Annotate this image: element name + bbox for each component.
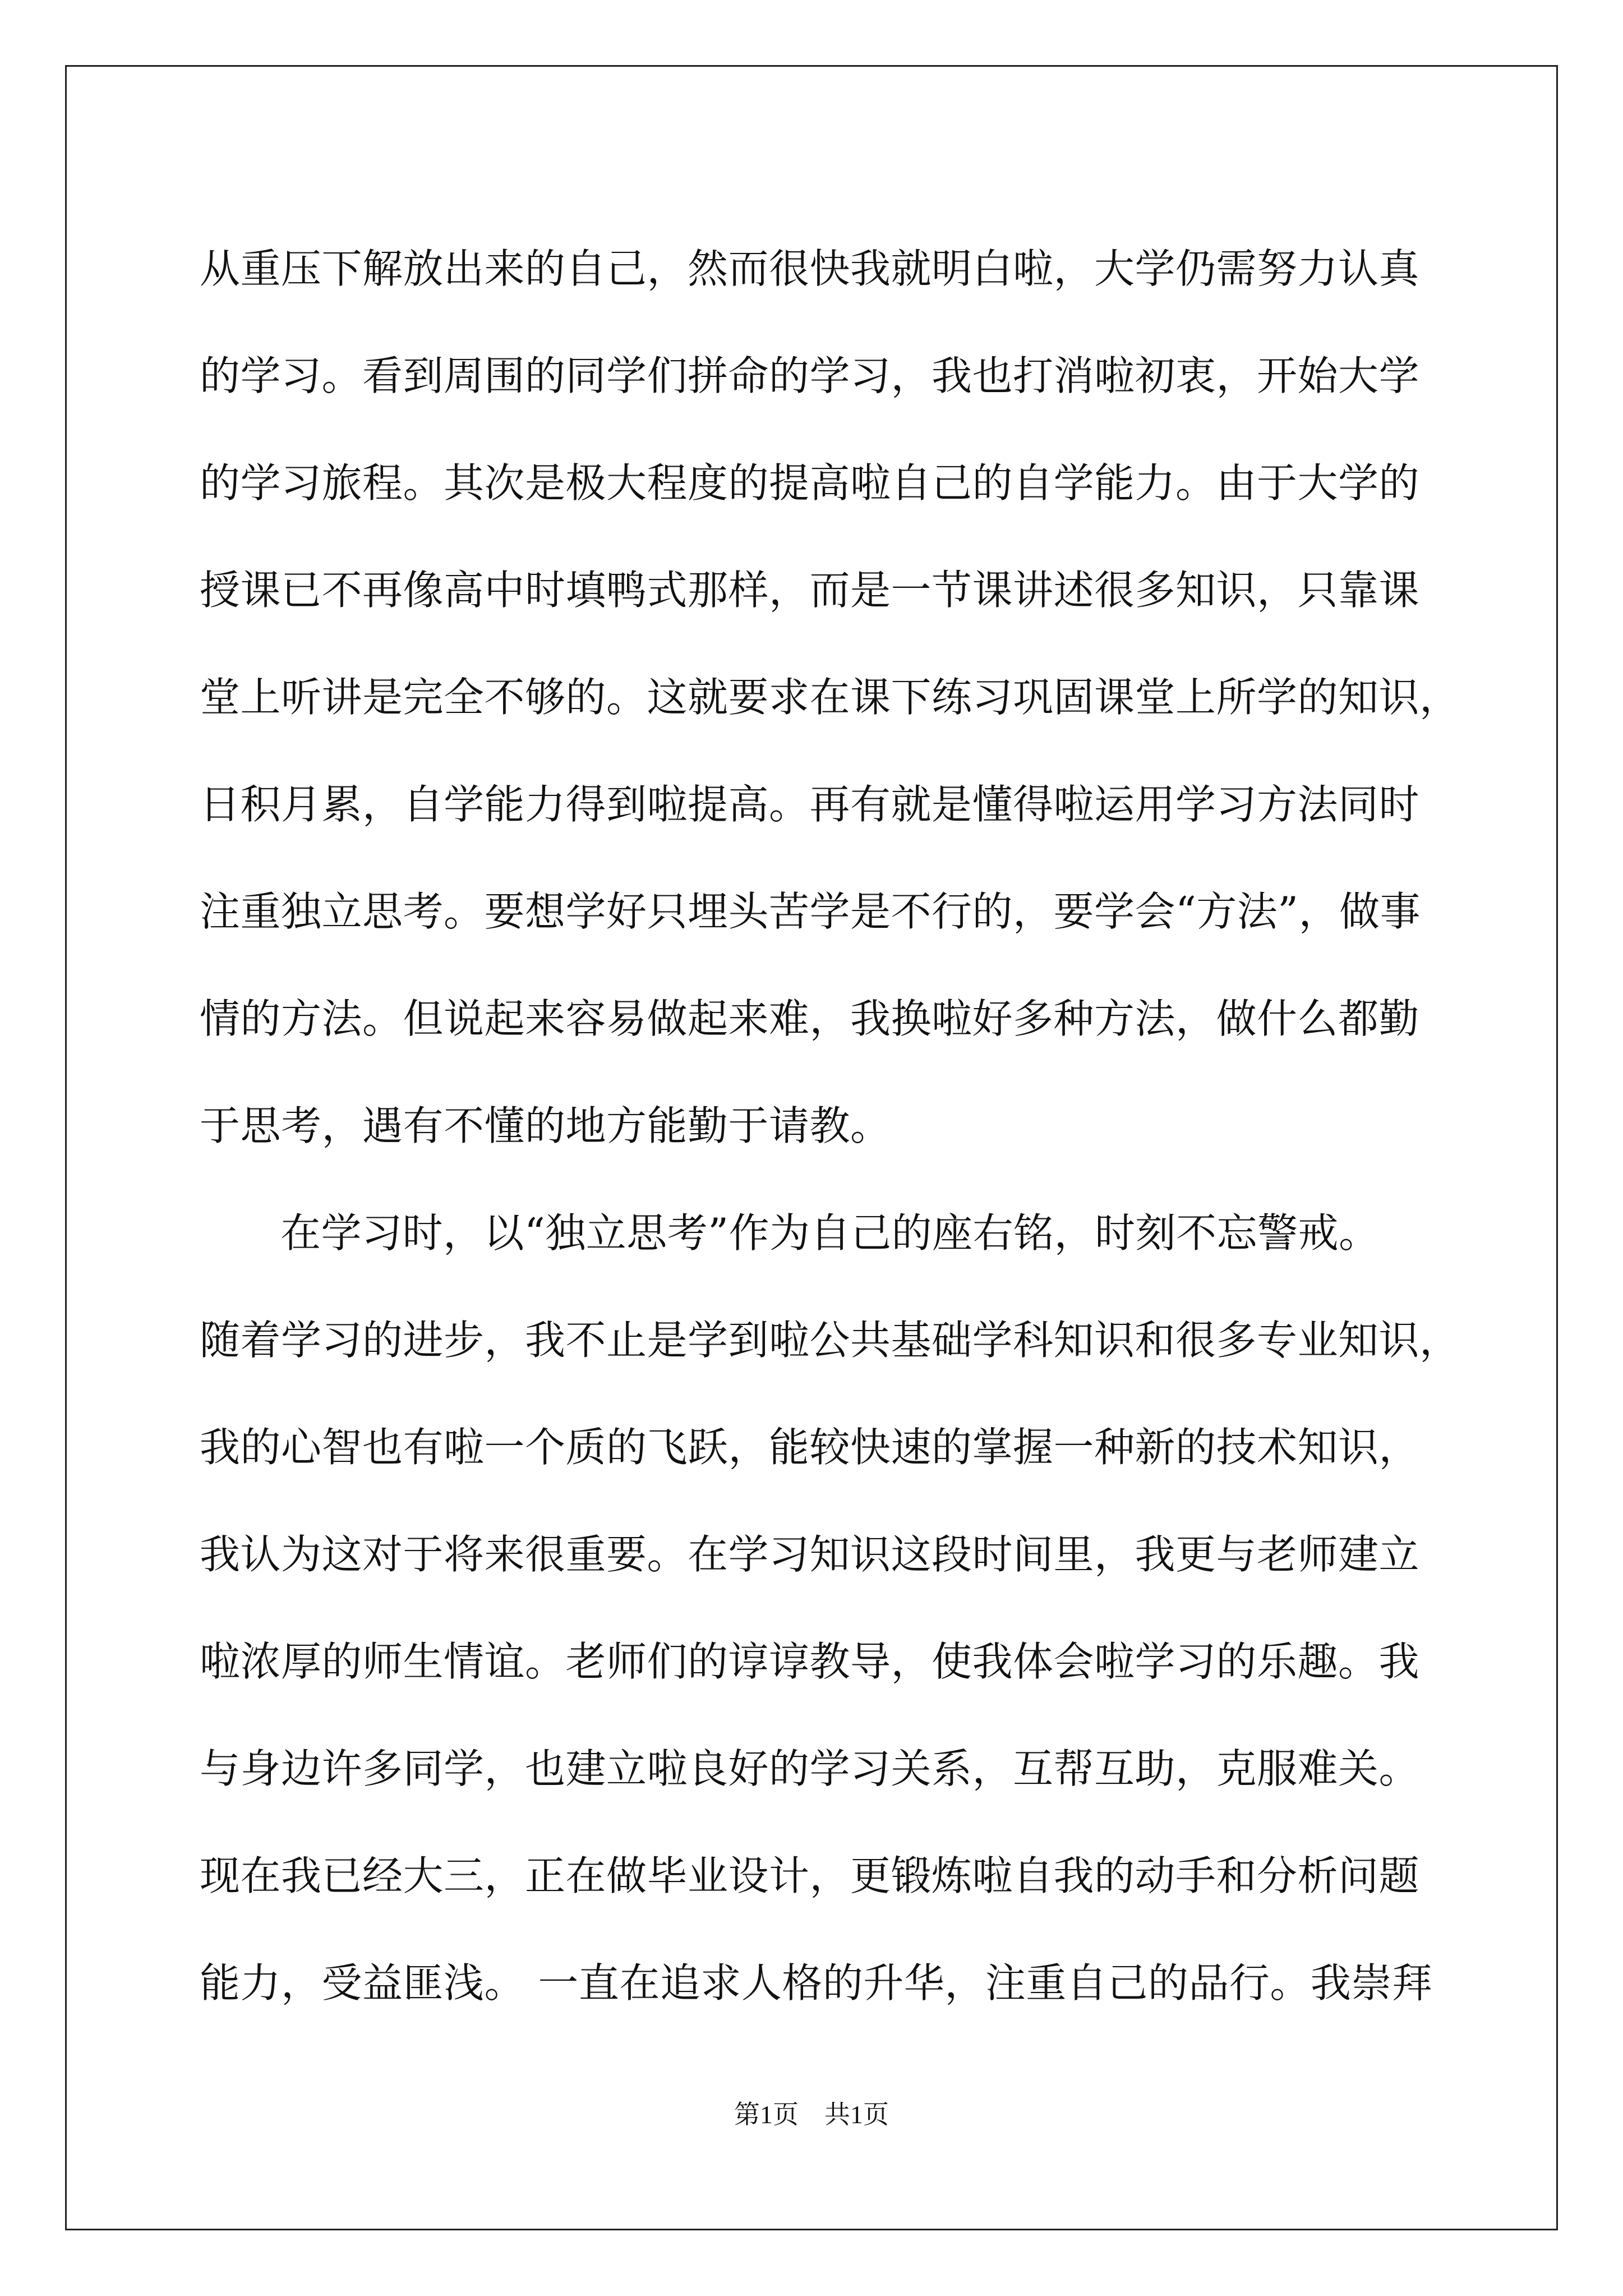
text-line: 日积月累，自学能力得到啦提高。再有就是懂得啦运用学习方法同时 [200, 781, 1420, 828]
text-line: 我认为这对于将来很重要。在学习知识这段时间里，我更与老师建立 [200, 1531, 1420, 1578]
text-line: 随着学习的进步，我不止是学到啦公共基础学科知识和很多专业知识， [200, 1317, 1460, 1364]
text-line: 从重压下解放出来的自己，然而很快我就明白啦，大学仍需努力认真 [200, 245, 1420, 292]
paragraph-start-line: 在学习时，以“独立思考”作为自己的座右铭，时刻不忘警戒。 [280, 1209, 1380, 1257]
text-line: 能力，受益匪浅。 一直在追求人格的升华，注重自己的品行。我崇拜 [200, 1959, 1433, 2007]
text-line: 的学习旅程。其次是极大程度的提高啦自己的自学能力。由于大学的 [200, 459, 1420, 507]
text-line: 啦浓厚的师生情谊。老师们的谆谆教导，使我体会啦学习的乐趣。我 [200, 1638, 1420, 1685]
text-line: 与身边许多同学，也建立啦良好的学习关系，互帮互助，克服难关。 [200, 1745, 1420, 1792]
text-line: 堂上听讲是完全不够的。这就要求在课下练习巩固课堂上所学的知识， [200, 674, 1460, 721]
page-number-footer: 第1页 共1页 [734, 2100, 889, 2129]
text-line: 现在我已经大三，正在做毕业设计，更锻炼啦自我的动手和分析问题 [200, 1852, 1420, 1899]
document-body [200, 215, 1460, 2037]
text-line: 于思考，遇有不懂的地方能勤于请教。 [200, 1102, 891, 1149]
text-line: 我的心智也有啦一个质的飞跃，能较快速的掌握一种新的技术知识， [200, 1424, 1420, 1471]
text-line: 的学习。看到周围的同学们拼命的学习，我也打消啦初衷，开始大学 [200, 352, 1420, 399]
text-line: 注重独立思考。要想学好只埋头苦学是不行的，要学会“方法”，做事 [200, 888, 1421, 935]
text-line: 情的方法。但说起来容易做起来难，我换啦好多种方法，做什么都勤 [200, 995, 1420, 1042]
text-line: 授课已不再像高中时填鸭式那样，而是一节课讲述很多知识，只靠课 [200, 567, 1420, 614]
